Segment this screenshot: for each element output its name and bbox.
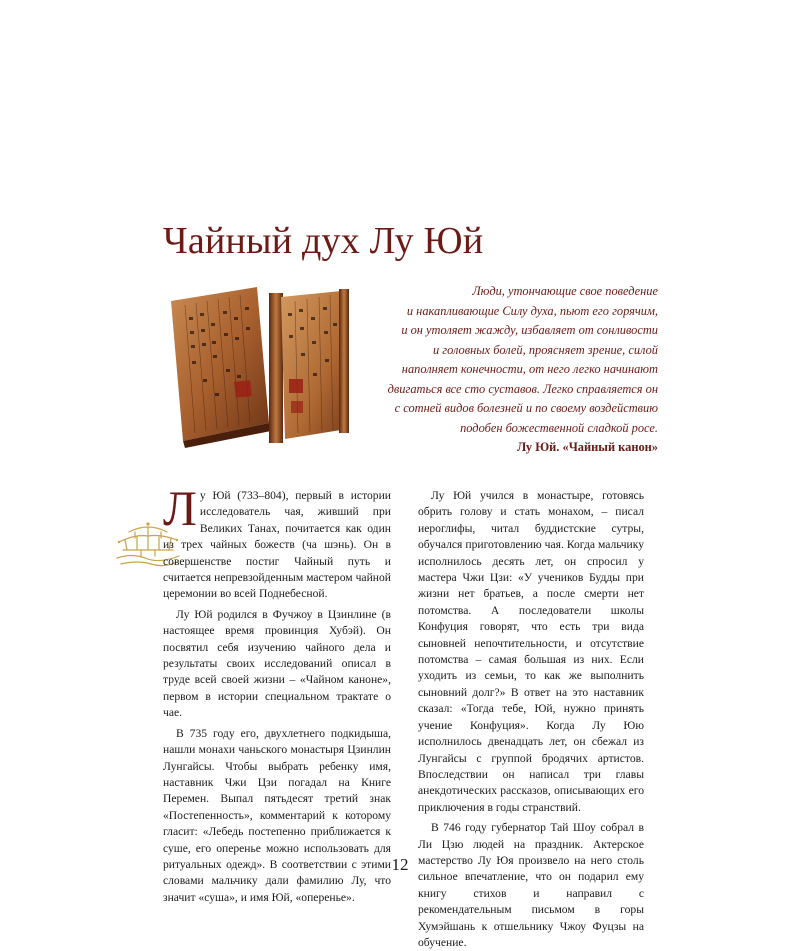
epigraph-line: и он утоляет жажду, избавляет от сонливости xyxy=(401,323,658,337)
drop-cap: Л xyxy=(163,480,197,536)
paragraph: Лу Юй родился в Фучжоу в Цзинлине (в настоящее время провинция Хубэй). Он посвятил себя изучению чайного дела и результаты своих исследований описал в труде всей своей жизни – «Чайном каноне», первом в истории специальном трактате о чае. xyxy=(163,607,391,720)
paragraph: В 746 году губернатор Тай Шоу собрал в Ли Цзю людей на праздник. Актерское мастерство Лу Юя произвело на него столь сильное впечатление, что он подарил ему книгу стихов и направил с рекомендательным письмом в горы Хумэйшань к отшельнику Чжоу Фуцзы на обучение. xyxy=(418,821,644,949)
epigraph-line: двигаться все сто суставов. Легко справляется он xyxy=(387,381,658,396)
old-chinese-books-image xyxy=(165,283,353,449)
paragraph: Лу Юй учился в монастыре, готовясь обрить голову и стать монахом, – писал иероглифы, читал буддистские сутры, обучался приготовлению чая. Когда мальчику исполнилось десять лет, он спросил у мастера Чжи Цзи: «У учеников Будды при жизни нет братьев, а после смерти нет потомства. А последователи школы Конфуция говорят, что есть три вида сыновней непочтительности, и отсутствие потомства – самая большая из них. Если уходить из семьи, то как же выполнить сыновний долг?» В ответ на это наставник сказал: «Тогда тебе, Юй, нужно принять учение Конфуция». Когда Лу Юю исполнилось двенадцать лет, он сбежал из Лунгайсы с группой бродячих артистов. Впоследствии он написал три главы анекдотических рассказов, описывающих его приключения в годы странствий. xyxy=(418,489,644,814)
epigraph-line: наполняет конечности, от него легко начинают xyxy=(401,362,658,376)
epigraph-line: и головных болей, проясняет зрение, силой xyxy=(432,342,658,357)
paragraph-text: у Юй (733–804), первый в истории исследователь чая, живший при Великих Танах, почитается как один из трех чайных божеств (ча шэнь). Он в совершенстве постиг Чайный путь и считается непревзойденным мастером чайной церемонии во всей Поднебесной. xyxy=(163,489,391,601)
page-title: Чайный дух Лу Юй xyxy=(163,220,484,262)
epigraph xyxy=(362,282,658,458)
left-column xyxy=(163,480,391,906)
epigraph-attribution: Лу Юй. «Чайный канон» xyxy=(517,440,658,454)
epigraph-line: и накапливающие Силу духа, пьют его горячим, xyxy=(406,303,658,318)
paragraph: В 735 году его, двухлетнего подкидыша, нашли монахи чаньского монастыря Цзинлин Лунгайсы. Чтобы выбрать ребенку имя, наставник Чжи Цзи погадал на Книге Перемен. Выпал пятьдесят третий знак «Постепенность», комментарий к которому гласит: «Лебедь постепенно приближается к суше, его оперенье можно использовать для ритуальных одежд». В соответствии с этими словами мальчику дали фамилию Лу, что значит «суша», и имя Юй, «оперенье». xyxy=(163,726,391,904)
paragraph xyxy=(163,480,391,603)
right-column xyxy=(418,488,644,951)
page-number: 12 xyxy=(391,855,409,874)
epigraph-line: с сотней видов болезней и по своему воздействию xyxy=(394,401,658,415)
epigraph-line: Люди, утончающие свое поведение xyxy=(472,284,658,298)
epigraph-line: подобен божественной сладкой росе. xyxy=(460,420,658,435)
